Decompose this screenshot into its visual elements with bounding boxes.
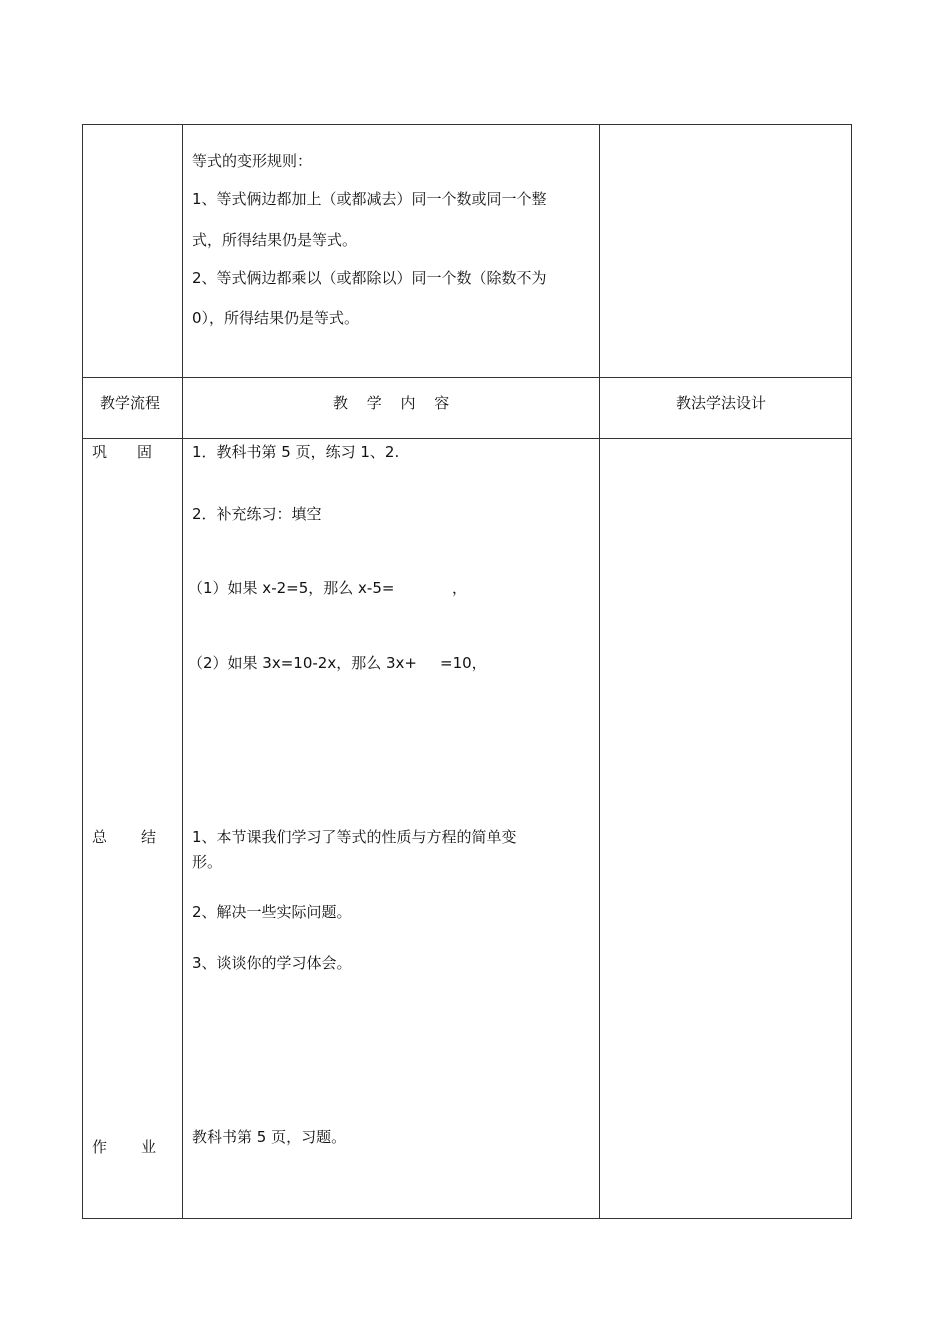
rule1-line2: 式，所得结果仍是等式。: [192, 231, 358, 249]
header-method-design: 教法学法设计: [676, 394, 767, 412]
label-homework: [92, 1137, 156, 1157]
rule2-line2: 0），所得结果仍是等式。: [192, 309, 360, 327]
table-border-left: [82, 124, 83, 1219]
summary-item1-line2: 形。: [192, 853, 223, 871]
table-border-bottom: [82, 1218, 852, 1219]
label-consolidate-b: 固: [136, 443, 152, 461]
label-summary-a: 总: [92, 828, 108, 846]
rule1-line1: 1、等式俩边都加上（或都减去）同一个数或同一个整: [192, 190, 547, 208]
summary-item3: 3、谈谈你的学习体会。: [192, 954, 352, 972]
label-homework-a: 作: [92, 1138, 108, 1156]
label-homework-b: 业: [140, 1138, 156, 1156]
table-border-top: [82, 124, 852, 125]
rules-title: 等式的变形规则：: [192, 152, 313, 170]
question-2-end: =10，: [440, 654, 487, 672]
label-summary: [92, 827, 156, 847]
question-2: （2）如果 3x=10-2x，那么 3x+: [188, 654, 417, 672]
table-border-right: [851, 124, 852, 1219]
homework-content: 教科书第 5 页，习题。: [192, 1128, 347, 1146]
column-divider-2: [599, 124, 600, 1219]
header-teaching-flow: 教学流程: [100, 394, 161, 412]
question-1: （1）如果 x-2=5，那么 x-5=: [188, 579, 395, 597]
label-consolidate: [92, 442, 152, 462]
row-divider-header-top: [82, 377, 852, 378]
row-divider-header-bottom: [82, 438, 852, 439]
consolidate-item1: 1．教科书第 5 页，练习 1、2.: [192, 443, 400, 461]
question-1-end: ，: [452, 579, 468, 597]
label-consolidate-a: 巩: [92, 443, 108, 461]
consolidate-item2: 2．补充练习：填空: [192, 505, 322, 523]
summary-item2: 2、解决一些实际问题。: [192, 903, 352, 921]
header-teaching-content: 教 学 内 容: [333, 394, 450, 412]
summary-item1-line1: 1、本节课我们学习了等式的性质与方程的简单变: [192, 828, 517, 846]
rule2-line1: 2、等式俩边都乘以（或都除以）同一个数（除数不为: [192, 269, 547, 287]
label-summary-b: 结: [140, 828, 156, 846]
column-divider-1: [182, 124, 183, 1219]
